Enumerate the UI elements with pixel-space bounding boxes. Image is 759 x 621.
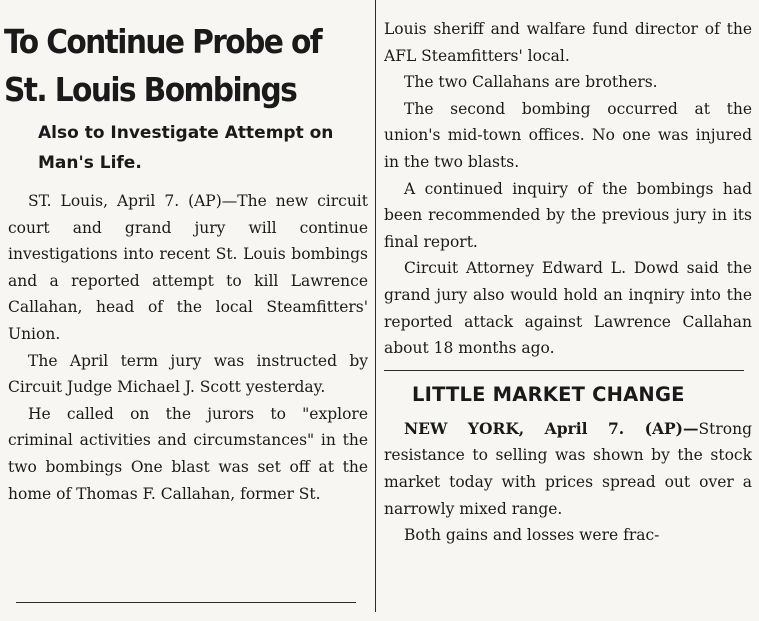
article-paragraph: A continued inquiry of the bombings had been recommended by the previous jury in its final report. bbox=[384, 179, 752, 251]
market-headline: LITTLE MARKET CHANGE bbox=[412, 382, 685, 406]
market-lead-text: Strong resistance to selling was shown by the stock market today with prices spread out over a narrowly mixed range. bbox=[384, 419, 752, 518]
market-dateline: NEW YORK, April 7. (AP)— bbox=[404, 418, 699, 438]
article-paragraph: ST. Louis, April 7. (AP)—The new circuit court and grand jury will continue investigations into recent St. Louis bombings and a reported attempt to kill Lawrence Callahan, head of the local Steamfitters' Union. bbox=[8, 192, 368, 343]
article-paragraph: He called on the jurors to "explore criminal activities and circumstances" in the two bombings One blast was set off at the home of Thomas F. Callahan, former St. bbox=[8, 404, 368, 503]
article-headline: To Continue Probe of St. Louis Bombings bbox=[4, 22, 322, 109]
article-paragraph: Circuit Attorney Edward L. Dowd said the grand jury also would hold an inqniry into the reported attack against Lawrence Callahan about 18 months ago. bbox=[384, 259, 752, 358]
right-column bbox=[384, 0, 752, 621]
article-subheadline: Also to Investigate Attempt on Man's Life. bbox=[38, 123, 334, 173]
article-paragraph: Louis sheriff and walfare fund director of the AFL Steamfitters' local. bbox=[384, 20, 752, 65]
article-continuation bbox=[384, 16, 752, 362]
section-divider bbox=[384, 370, 744, 371]
article-body bbox=[8, 188, 368, 507]
market-article-body bbox=[384, 416, 752, 549]
article-paragraph: The April term jury was instructed by Circuit Judge Michael J. Scott yesterday. bbox=[8, 351, 368, 397]
column-divider bbox=[375, 0, 376, 612]
article-paragraph: Both gains and losses were frac- bbox=[404, 526, 660, 545]
article-paragraph bbox=[384, 416, 752, 522]
article-paragraph: The second bombing occurred at the union's mid-town offices. No one was injured in the two blasts. bbox=[384, 99, 752, 171]
bottom-divider bbox=[16, 602, 356, 603]
article-paragraph: The two Callahans are brothers. bbox=[404, 73, 658, 92]
left-column bbox=[2, 0, 368, 621]
